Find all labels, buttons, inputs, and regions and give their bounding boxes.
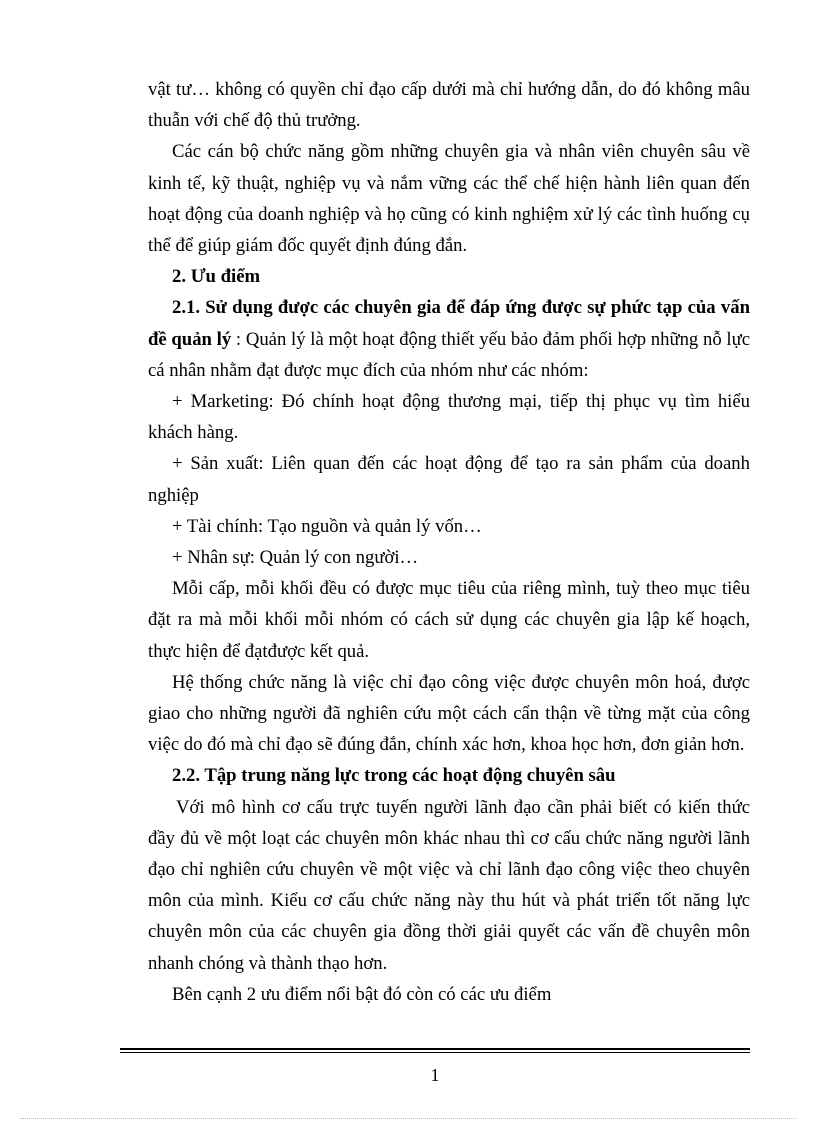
paragraph-goals: Mỗi cấp, mỗi khối đều có được mục tiêu của riêng mình, tuỳ theo mục tiêu đặt ra mà mỗi khối mỗi nhóm có cách sử dụng các chuyên gia lập kế hoạch, thực hiện để đạtđược kết quả.	[148, 578, 750, 662]
bullet-production: + Sản xuất: Liên quan đến các hoạt động để tạo ra sản phẩm của doanh nghiệp	[148, 453, 750, 506]
paragraph-other-advantages: Bên cạnh 2 ưu điểm nổi bật đó còn có các ưu điểm	[172, 983, 552, 1005]
bullet-finance: + Tài chính: Tạo nguồn và quản lý vốn…	[172, 515, 482, 537]
page-number: 1	[430, 1065, 440, 1085]
subsection-heading-2-2: 2.2. Tập trung năng lực trong các hoạt động chuyên sâu	[172, 765, 616, 787]
bullet-marketing: + Marketing: Đó chính hoạt động thương mại, tiếp thị phục vụ tìm hiểu khách hàng.	[148, 391, 750, 444]
paragraph-functional-system: Hệ thống chức năng là việc chỉ đạo công việc được chuyên môn hoá, được giao cho những người đã nghiên cứu một cách cẩn thận về từng mặt của công việc do đó mà chỉ đạo sẽ đúng đắn, chính xác hơn, khoa học hơn, đơn giản hơn.	[148, 671, 750, 756]
footer-divider	[120, 1048, 750, 1053]
page-break-line	[20, 1118, 796, 1119]
paragraph-continuation: vật tư… không có quyền chỉ đạo cấp dưới mà chỉ hướng dẫn, do đó không mâu thuẫn với chế độ thủ trưởng.	[148, 79, 750, 132]
subsection-2-1-title: 2.1. Sử dụng được các chuyên gia để đáp ứng được sự phức tạp của vấn đề quản lý	[148, 297, 750, 350]
bullet-personnel: + Nhân sự: Quản lý con người…	[172, 547, 419, 569]
paragraph-model: Với mô hình cơ cấu trực tuyến người lãnh đạo cần phải biết có kiến thức đầy đủ về một loạt các chuyên môn khác nhau thì cơ cấu chức năng người lãnh đạo chỉ nghiên cứu chuyên về một việc và chỉ lãnh đạo công việc theo chuyên môn của mình. Kiểu cơ cấu chức năng này thu hút và phát triển tốt năng lực chuyên môn của các chuyên gia đồng thời giải quyết các vấn đề chuyên môn nhanh chóng và thành thạo hơn.	[148, 796, 750, 974]
paragraph-staff: Các cán bộ chức năng gồm những chuyên gia và nhân viên chuyên sâu về kinh tế, kỹ thuật, nghiệp vụ và nắm vững các thể chế hiện hành liên quan đến hoạt động của doanh nghiệp và họ cũng có kinh nghiệm xử lý các tình huống cụ thể để giúp giám đốc quyết định đúng đắn.	[148, 141, 750, 257]
subsection-2-1-text: : Quản lý là một hoạt động thiết yếu bảo đảm phối hợp những nỗ lực cá nhân nhằm đạt được mục đích của nhóm như các nhóm:	[148, 328, 751, 381]
document-body	[148, 74, 750, 1010]
subsection-2-1	[148, 292, 750, 386]
section-heading-advantages: 2. Ưu điểm	[172, 266, 261, 288]
